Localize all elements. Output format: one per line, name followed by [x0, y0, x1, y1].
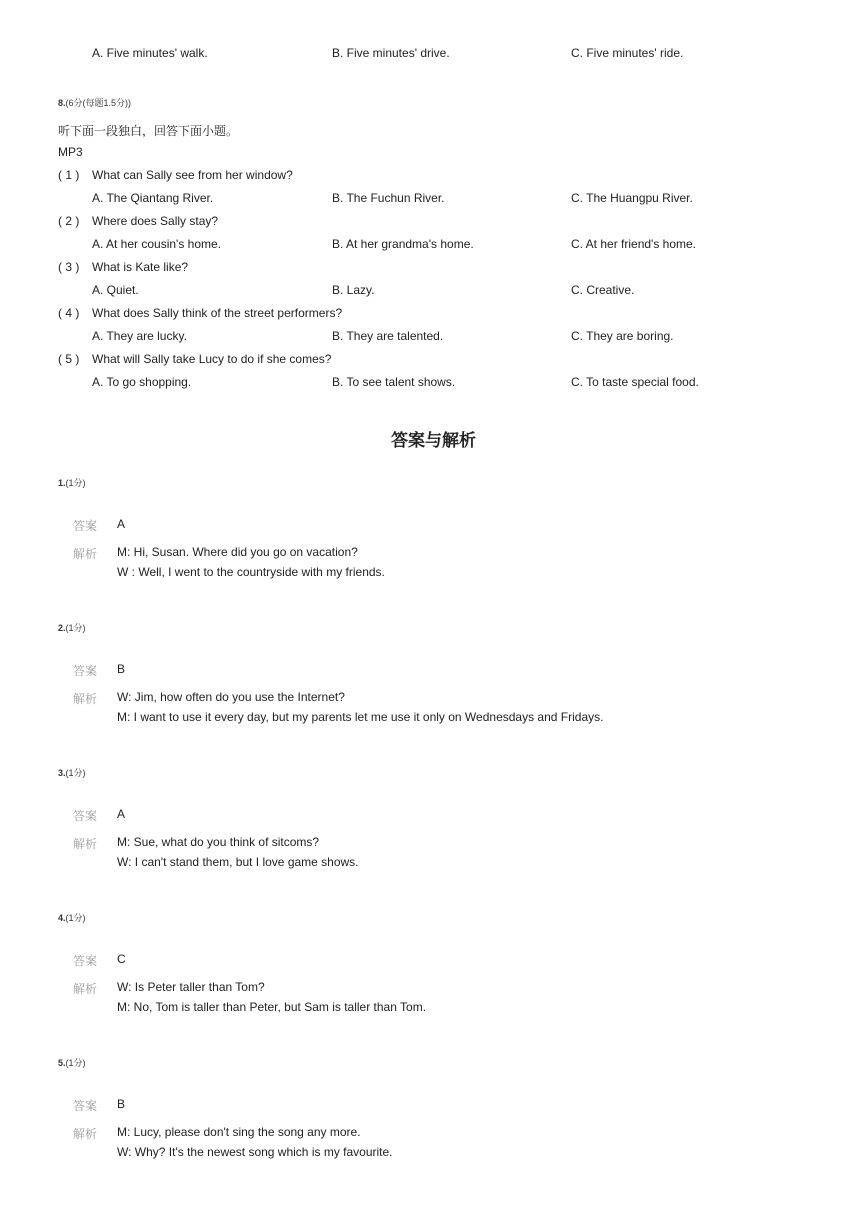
subq-4-option-b[interactable]: B. They are talented. — [332, 329, 444, 343]
q7-option-a: A. Five minutes' walk. — [92, 46, 208, 60]
subq-5-option-a[interactable]: A. To go shopping. — [92, 375, 192, 389]
answer-5-analysis-label: 解析 — [73, 1127, 98, 1141]
answer-4-points: (1分) — [65, 913, 86, 923]
answer-1-analysis-label: 解析 — [73, 547, 98, 561]
subq-2-text: Where does Sally stay? — [92, 214, 219, 228]
subq-5-number: ( 5 ) — [58, 352, 80, 366]
answer-4-analysis-line-1: W: Is Peter taller than Tom? — [117, 980, 265, 994]
answer-1-answer-label: 答案 — [73, 519, 98, 533]
subq-1-option-a[interactable]: A. The Qiantang River. — [92, 191, 214, 205]
answer-2-points: (1分) — [65, 623, 86, 633]
q8-header — [58, 96, 131, 109]
answer-5-answer-value: B — [117, 1097, 126, 1111]
q8-media-label[interactable]: MP3 — [58, 145, 83, 159]
subq-3-number: ( 3 ) — [58, 260, 80, 274]
q8-points: (6分(每题1.5分)) — [65, 98, 132, 108]
answer-1-number: 1. — [58, 478, 66, 488]
answer-5-header — [58, 1056, 86, 1069]
answer-4-analysis-line-2: M: No, Tom is taller than Peter, but Sam is taller than Tom. — [117, 1000, 427, 1014]
answer-3-analysis-line-2: W: I can't stand them, but I love game shows. — [117, 855, 359, 869]
answer-2-analysis-label: 解析 — [73, 692, 98, 706]
answer-5-answer-label: 答案 — [73, 1099, 98, 1113]
answer-2-analysis-line-1: W: Jim, how often do you use the Internet? — [117, 690, 345, 704]
answer-3-answer-label: 答案 — [73, 809, 98, 823]
answer-3-analysis-label: 解析 — [73, 837, 98, 851]
answer-1-points: (1分) — [65, 478, 86, 488]
answer-5-number: 5. — [58, 1058, 66, 1068]
q7-option-c: C. Five minutes' ride. — [571, 46, 684, 60]
answer-5-analysis-line-1: M: Lucy, please don't sing the song any more. — [117, 1125, 361, 1139]
answer-4-header — [58, 911, 86, 924]
answer-2-number: 2. — [58, 623, 66, 633]
answer-3-header — [58, 766, 86, 779]
answer-2-header — [58, 621, 86, 634]
subq-2-option-b[interactable]: B. At her grandma's home. — [332, 237, 474, 251]
answer-5-points: (1分) — [65, 1058, 86, 1068]
subq-4-option-a[interactable]: A. They are lucky. — [92, 329, 187, 343]
answer-1-header — [58, 476, 86, 489]
answers-section-title: 答案与解析 — [391, 431, 476, 450]
subq-4-number: ( 4 ) — [58, 306, 80, 320]
subq-1-text: What can Sally see from her window? — [92, 168, 293, 182]
subq-2-number: ( 2 ) — [58, 214, 80, 228]
answer-4-answer-label: 答案 — [73, 954, 98, 968]
subq-1-option-c[interactable]: C. The Huangpu River. — [571, 191, 693, 205]
subq-5-text: What will Sally take Lucy to do if she comes? — [92, 352, 332, 366]
subq-2-option-c[interactable]: C. At her friend's home. — [571, 237, 697, 251]
answer-3-points: (1分) — [65, 768, 86, 778]
answer-1-analysis-line-2: W : Well, I went to the countryside with my friends. — [117, 565, 385, 579]
answer-3-analysis-line-1: M: Sue, what do you think of sitcoms? — [117, 835, 320, 849]
q8-instruction: 听下面一段独白，回答下面小题。 — [58, 124, 239, 138]
subq-3-text: What is Kate like? — [92, 260, 189, 274]
answer-4-number: 4. — [58, 913, 66, 923]
answer-3-number: 3. — [58, 768, 66, 778]
answer-3-answer-value: A — [117, 807, 126, 821]
answer-2-answer-label: 答案 — [73, 664, 98, 678]
answer-1-analysis-line-1: M: Hi, Susan. Where did you go on vacation? — [117, 545, 358, 559]
subq-5-option-c[interactable]: C. To taste special food. — [571, 375, 699, 389]
subq-1-number: ( 1 ) — [58, 168, 80, 182]
q8-number: 8. — [58, 98, 66, 108]
subq-4-option-c[interactable]: C. They are boring. — [571, 329, 674, 343]
q7-option-b: B. Five minutes' drive. — [332, 46, 450, 60]
subq-5-option-b[interactable]: B. To see talent shows. — [332, 375, 456, 389]
answer-2-analysis-line-2: M: I want to use it every day, but my parents let me use it only on Wednesdays and Fridays. — [117, 710, 604, 724]
subq-1-option-b[interactable]: B. The Fuchun River. — [332, 191, 445, 205]
subq-3-option-b[interactable]: B. Lazy. — [332, 283, 375, 297]
answer-2-answer-value: B — [117, 662, 126, 676]
answer-5-analysis-line-2: W: Why? It's the newest song which is my favourite. — [117, 1145, 393, 1159]
answer-4-answer-value: C — [117, 952, 126, 966]
answer-1-answer-value: A — [117, 517, 126, 531]
subq-3-option-a[interactable]: A. Quiet. — [92, 283, 139, 297]
answer-4-analysis-label: 解析 — [73, 982, 98, 996]
subq-4-text: What does Sally think of the street performers? — [92, 306, 343, 320]
subq-2-option-a[interactable]: A. At her cousin's home. — [92, 237, 222, 251]
subq-3-option-c[interactable]: C. Creative. — [571, 283, 635, 297]
